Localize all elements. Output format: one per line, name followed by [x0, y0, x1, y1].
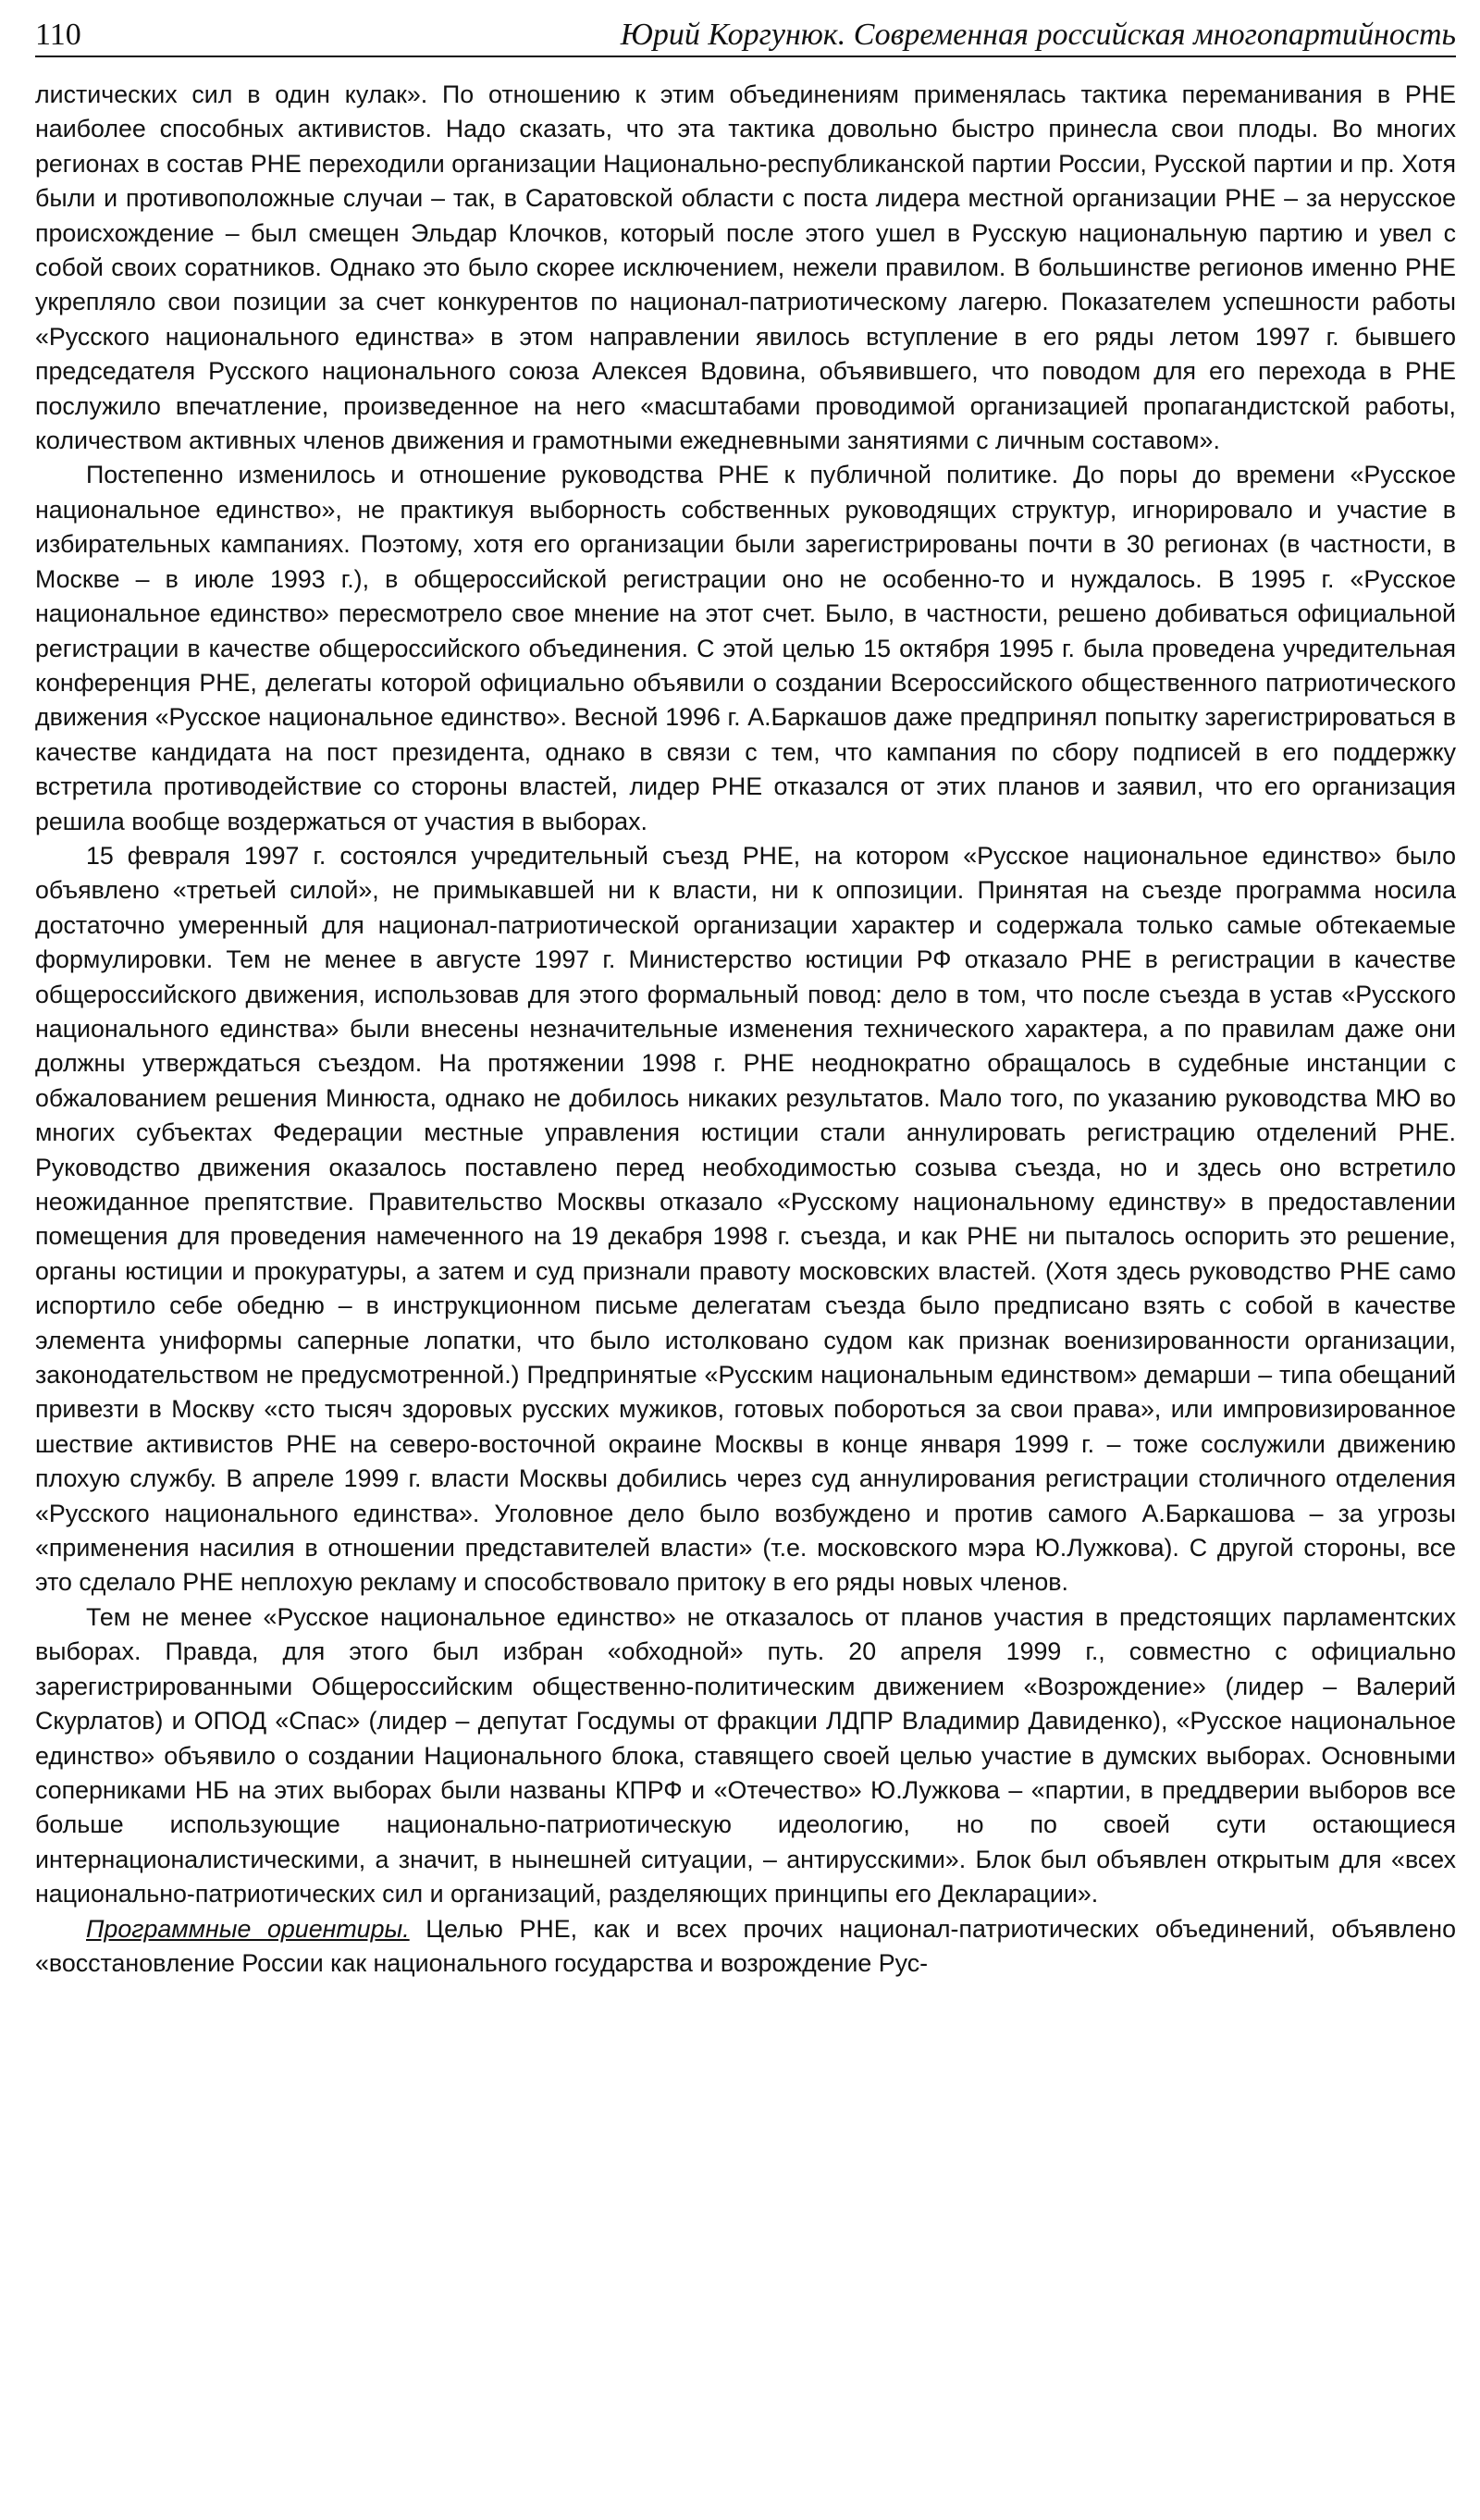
page-number: 110: [35, 18, 81, 52]
paragraph-text: Целью РНЕ, как и всех прочих национал-патриотических объединений, объявлено «восстановление России как национального государства и возрождение Рус-: [35, 1914, 1456, 1977]
paragraph: 15 февраля 1997 г. состоялся учредительный съезд РНЕ, на котором «Русское национальное единство» было объявлено «третьей силой», не примыкавшей ни к власти, ни к оппозиции. Принятая на съезде программа носила достаточно умеренный для национал-патриотической организации характер и содержала только самые обтекаемые формулировки. Тем не менее в августе 1997 г. Министерство юстиции РФ отказало РНЕ в регистрации в качестве общероссийского движения, использовав для этого формальный повод: дело в том, что после съезда в устав «Русского национального единства» были внесены незначительные изменения технического характера, а по правилам даже они должны утверждаться съездом. На протяжении 1998 г. РНЕ неоднократно обращалось в судебные инстанции с обжалованием решения Минюста, однако не добилось никаких результатов. Мало того, по указанию руководства МЮ во многих субъектах Федерации местные управления юстиции стали аннулировать регистрацию отделений РНЕ. Руководство движения оказалось поставлено перед необходимостью созыва съезда, но и здесь оно встретило неожиданное препятствие. Правительство Москвы отказало «Русскому национальному единству» в предоставлении помещения для проведения намеченного на 19 декабря 1998 г. съезда, и как РНЕ ни пыталось оспорить это решение, органы юстиции и прокуратуры, а затем и суд признали правоту московских властей. (Хотя здесь руководство РНЕ само испортило себе обедню – в инструкционном письме делегатам съезда было предписано взять с собой в качестве элемента униформы саперные лопатки, что было истолковано судом как признак военизированности организации, законодательством не предусмотренной.) Предпринятые «Русским национальным единством» демарши – типа обещаний привезти в Москву «сто тысяч здоровых русских мужиков, готовых побороться за свои права», или импровизированное шествие активистов РНЕ на северо-восточной окраине Москвы в конце января 1999 г. – тоже сослужили движению плохую службу. В апреле 1999 г. власти Москвы добились через суд аннулирования регистрации столичного отделения «Русского национального единства». Уголовное дело было возбуждено и против самого А.Баркашова – за угрозы «применения насилия в отношении представителей власти» (т.е. московского мэра Ю.Лужкова). С другой стороны, все это сделало РНЕ неплохую рекламу и способствовало притоку в его ряды новых членов.: [35, 841, 1456, 1597]
body-text: [35, 78, 1456, 1981]
document-page: [35, 13, 1456, 2511]
paragraph: Постепенно изменилось и отношение руководства РНЕ к публичной политике. До поры до времени «Русское национальное единство», не практикуя выборность собственных руководящих структур, игнорировало и участие в избирательных кампаниях. Поэтому, хотя его организации были зарегистрированы почти в 30 регионах (в частности, в Москве – в июле 1993 г.), в общероссийской регистрации оно не особенно-то и нуждалось. В 1995 г. «Русское национальное единство» пересмотрело свое мнение на этот счет. Было, в частности, решено добиваться официальной регистрации в качестве общероссийского объединения. С этой целью 15 октября 1995 г. была проведена учредительная конференция РНЕ, делегаты которой официально объявили о создании Всероссийского общественного патриотического движения «Русское национальное единство». Весной 1996 г. А.Баркашов даже предпринял попытку зарегистрироваться в качестве кандидата на пост президента, однако в связи с тем, что кампания по сбору подписей в его поддержку встретила противодействие со стороны властей, лидер РНЕ отказался от этих планов и заявил, что его организация решила вообще воздержаться от участия в выборах.: [35, 461, 1456, 835]
paragraph: [35, 1912, 1456, 1982]
section-heading: Программные ориентиры.: [86, 1914, 410, 1943]
paragraph: Тем не менее «Русское национальное единство» не отказалось от планов участия в предстоящих парламентских выборах. Правда, для этого был избран «обходной» путь. 20 апреля 1999 г., совместно с официально зарегистрированными Общероссийским общественно-политическим движением «Возрождение» (лидер – Валерий Скурлатов) и ОПОД «Спас» (лидер – депутат Госдумы от фракции ЛДПР Владимир Давиденко), «Русское национальное единство» объявило о создании Национального блока, ставящего своей целью участие в думских выборах. Основными соперниками НБ на этих выборах были названы КПРФ и «Отечество» Ю.Лужкова – «партии, в преддверии выборов все больше использующие национально-патриотическую идеологию, но по своей сути остающиеся интернационалистическими, а значит, в нынешней ситуации, – антирусскими». Блок был объявлен открытым для «всех национально-патриотических сил и организаций, разделяющих принципы его Декларации».: [35, 1602, 1456, 1909]
running-title: Юрий Коргунюк. Современная российская многопартийность: [620, 18, 1456, 52]
page-header: [35, 13, 1456, 57]
paragraph: листических сил в один кулак». По отношению к этим объединениям применялась тактика переманивания в РНЕ наиболее способных активистов. Надо сказать, что эта тактика довольно быстро принесла свои плоды. Во многих регионах в состав РНЕ переходили организации Национально-республиканской партии России, Русской партии и пр. Хотя были и противоположные случаи – так, в Саратовской области с поста лидера местной организации РНЕ – за нерусское происхождение – был смещен Эльдар Клочков, который после этого ушел в Русскую национальную партию и увел с собой своих соратников. Однако это было скорее исключением, нежели правилом. В большинстве регионов именно РНЕ укрепляло свои позиции за счет конкурентов по национал-патриотическому лагерю. Показателем успешности работы «Русского национального единства» в этом направлении явилось вступление в его ряды летом 1997 г. бывшего председателя Русского национального союза Алексея Вдовина, объявившего, что поводом для его перехода в РНЕ послужило впечатление, произведенное на него «масштабами проводимой организацией пропагандистской работы, количеством активных членов движения и грамотными ежедневными занятиями с личным составом».: [35, 80, 1456, 455]
